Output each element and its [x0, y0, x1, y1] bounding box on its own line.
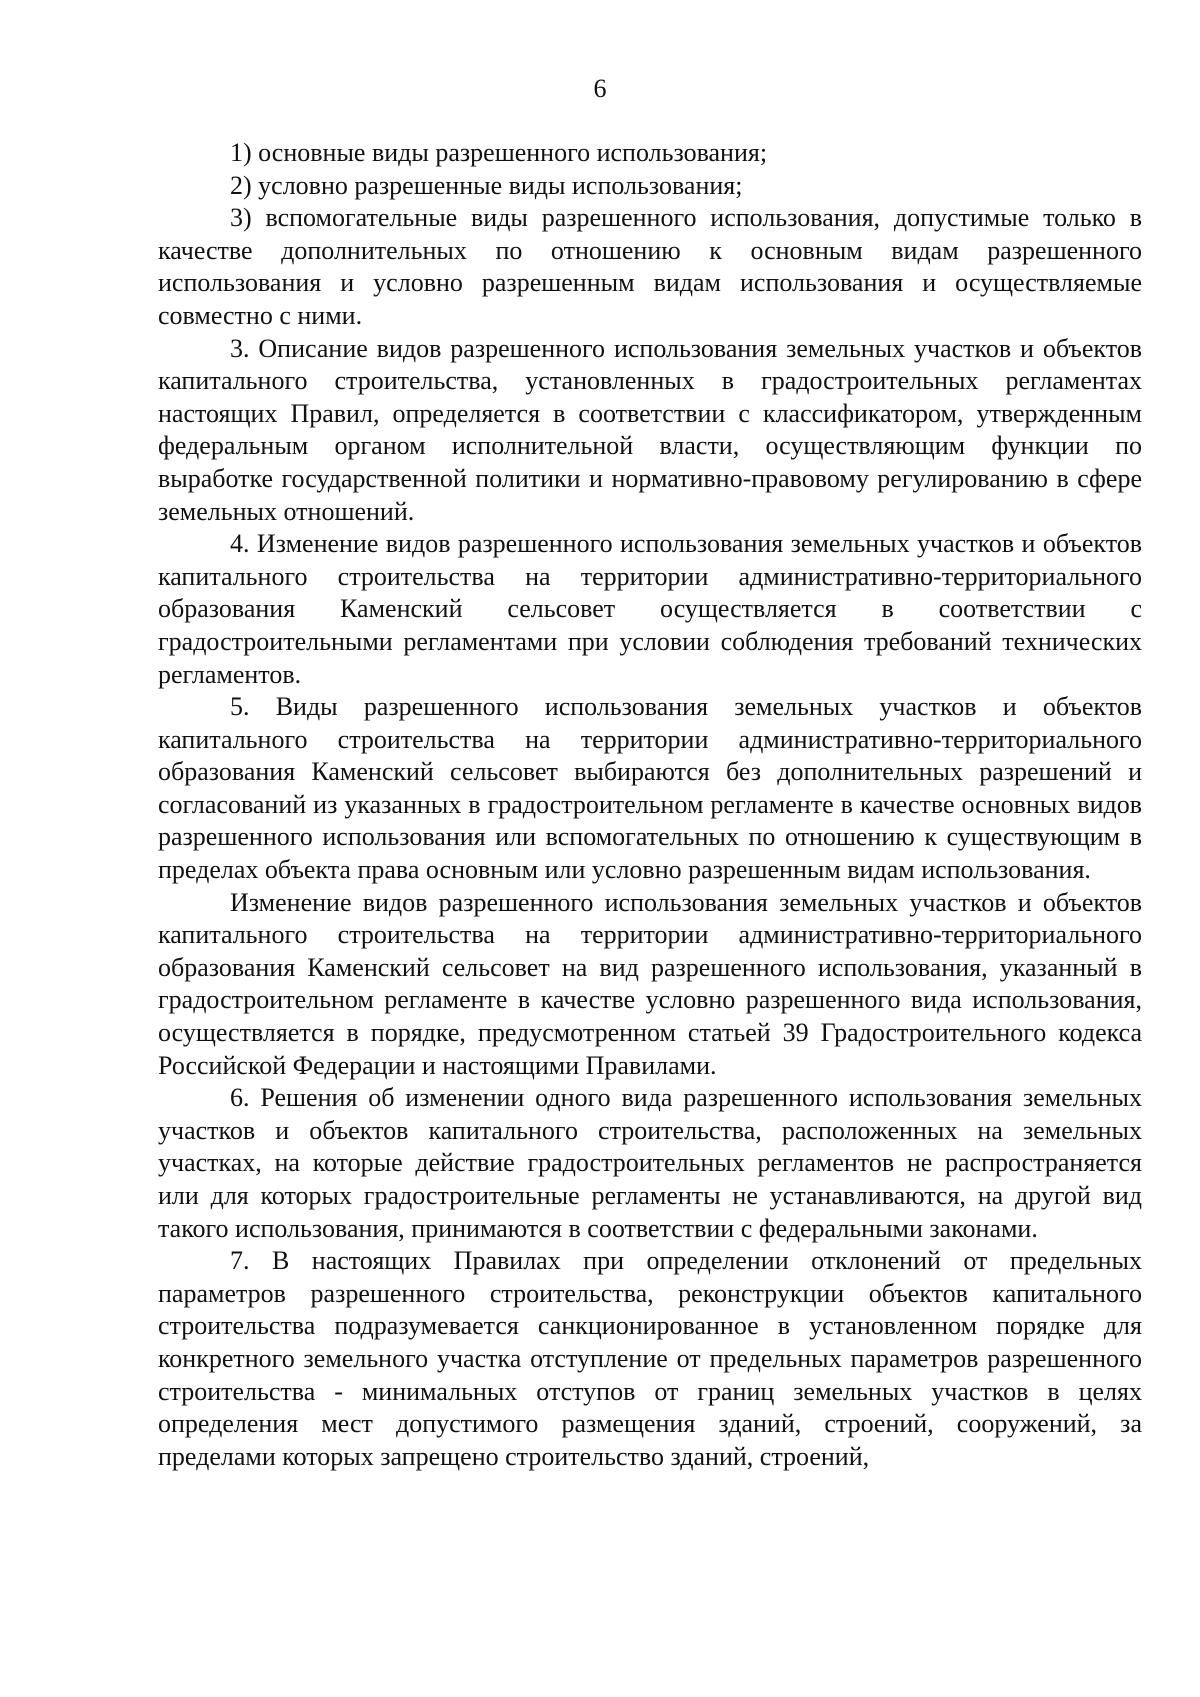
paragraph-section-6: 6. Решения об изменении одного вида разрешенного использования земельных участков и объектов капитального строительства, расположенных на земельных участках, на которые действие градостроительных регламентов не распространяется или для которых градостроительные регламенты не устанавливаются, на другой вид такого использования, принимаются в соответствии с федеральными законами.: [158, 1083, 1142, 1243]
paragraph-section-5-continued: Изменение видов разрешенного использования земельных участков и объектов капитального строительства на территории административно-территориального образования Каменский сельсовет на вид разрешенного использования, указанный в градостроительном регламенте в качестве условно разрешенного вида использования, осуществляется в порядке, предусмотренном статьей 39 Градостроительного кодекса Российской Федерации и настоящими Правилами.: [158, 887, 1142, 1080]
page-number: 6: [593, 74, 607, 103]
paragraph-section-5: 5. Виды разрешенного использования земельных участков и объектов капитального строительства на территории административно-территориального образования Каменский сельсовет выбираются без дополнительных разрешений и согласований из указанных в градостроительном регламенте в качестве основных видов разрешенного использования или вспомогательных по отношению к существующим в пределах объекта права основным или условно разрешенным видам использования.: [158, 692, 1142, 885]
paragraph-section-3: 3. Описание видов разрешенного использования земельных участков и объектов капитального строительства, установленных в градостроительных регламентах настоящих Правил, определяется в соответствии с классификатором, утвержденным федеральным органом исполнительной власти, осуществляющим функции по выработке государственной политики и нормативно-правовому регулированию в сфере земельных отношений.: [158, 333, 1142, 526]
document-body: [158, 137, 1142, 1473]
list-item-auxiliary-uses: 3) вспомогательные виды разрешенного использования, допустимые только в качестве дополнительных по отношению к основным видам разрешенного использования и условно разрешенным видам использования и осуществляемые совместно с ними.: [158, 203, 1142, 330]
list-item-main-uses: 1) основные виды разрешенного использования;: [230, 138, 768, 167]
paragraph-section-4: 4. Изменение видов разрешенного использования земельных участков и объектов капитального строительства на территории административно-территориального образования Каменский сельсовет осуществляется в соответствии с градостроительными регламентами при условии соблюдения требований технических регламентов.: [158, 529, 1142, 689]
list-item-conditional-uses: 2) условно разрешенные виды использования;: [230, 170, 743, 200]
paragraph-section-7: 7. В настоящих Правилах при определении отклонений от предельных параметров разрешенного строительства, реконструкции объектов капитального строительства подразумевается санкционированное в установленном порядке для конкретного земельного участка отступление от предельных параметров разрешенного строительства - минимальных отступов от границ земельных участков в целях определения мест допустимого размещения зданий, строений, сооружений, за пределами которых запрещено строительство зданий, строений,: [158, 1246, 1142, 1471]
